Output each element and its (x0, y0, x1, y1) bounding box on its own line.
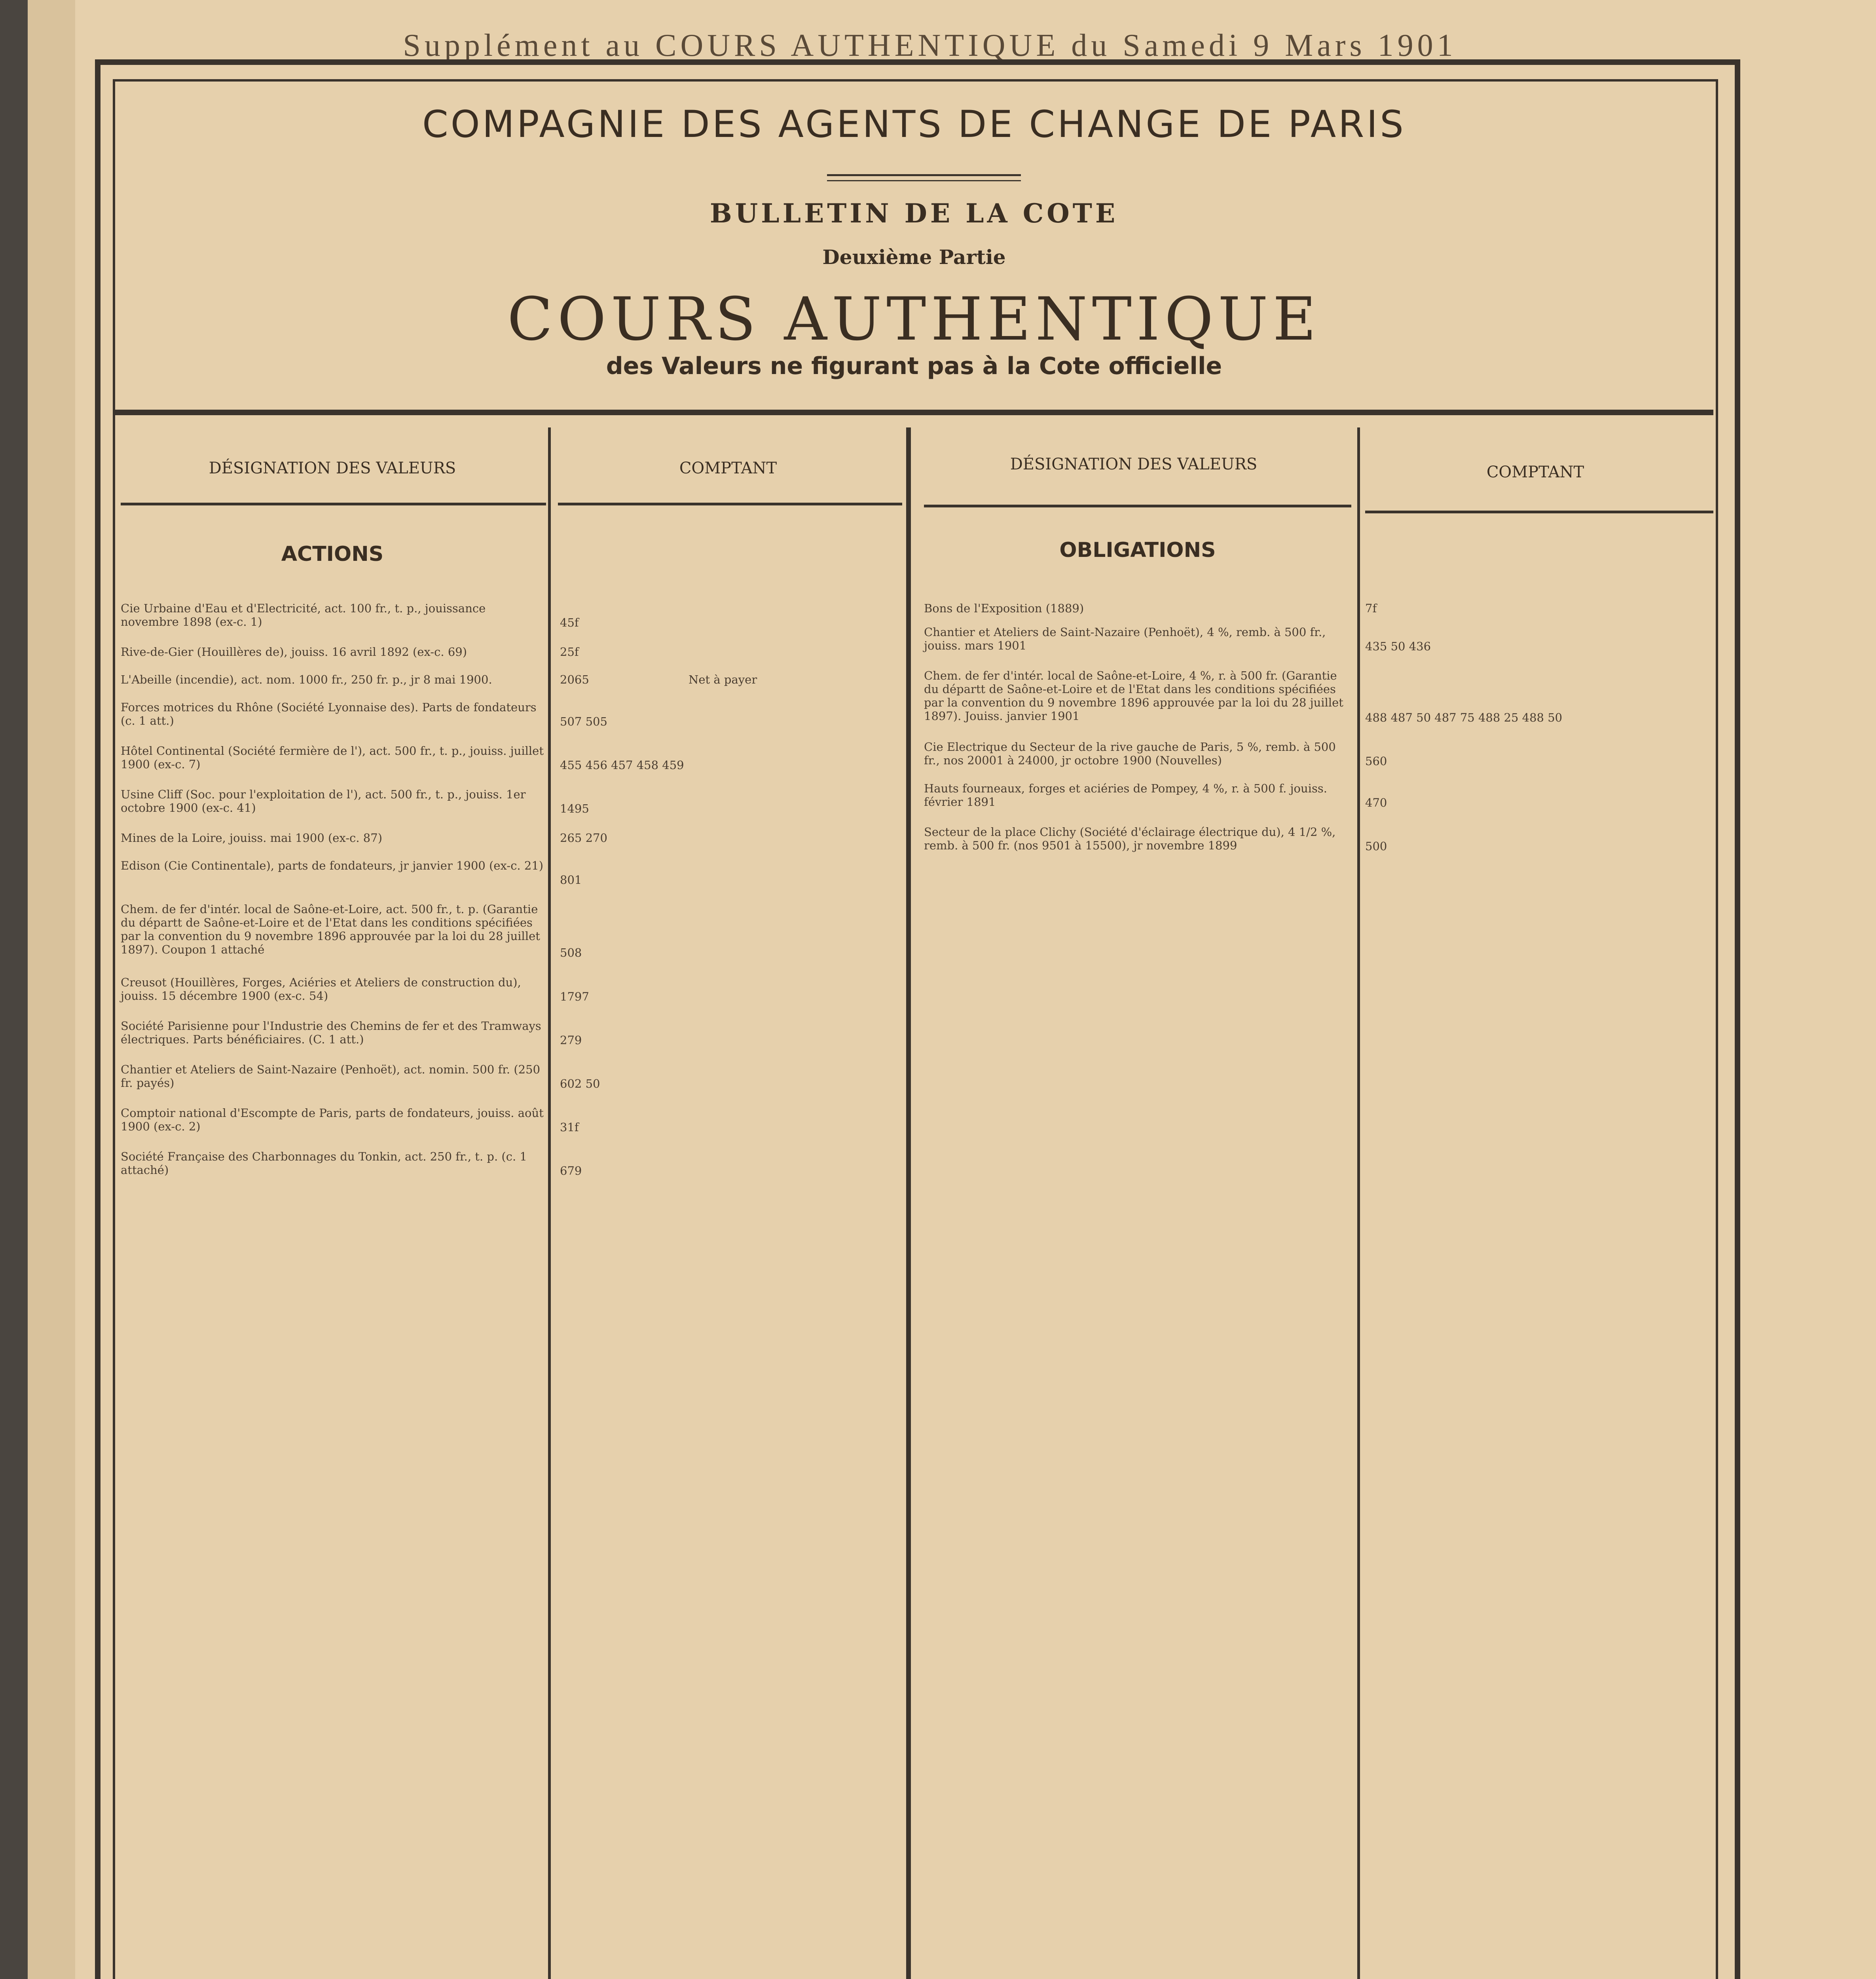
page-title: COURS AUTHENTIQUE (507, 285, 1321, 354)
title-rule (827, 174, 1021, 181)
supplement-line: Supplément au COURS AUTHENTIQUE du Samedi 9 Mars 1901 (403, 28, 1457, 63)
comptant-header-right: COMPTANT (1486, 463, 1584, 481)
list-item: Comptoir national d'Escompte de Paris, parts de fondateurs, jouiss. août 1900 (ex-c. 2) (121, 1106, 544, 1133)
list-item: Secteur de la place Clichy (Société d'éclairage électrique du), 4 1/2 %, remb. à 500 fr. (nos 9501 à 15500), jr novembre 1899 (924, 825, 1336, 852)
book-binding (0, 0, 28, 1979)
price-value: 679 (560, 1164, 582, 1178)
price-value: 279 (560, 1033, 582, 1047)
price-value: 507 505 (560, 715, 607, 728)
header-divider (115, 410, 1713, 415)
list-item: Chantier et Ateliers de Saint-Nazaire (Penhoët), act. nomin. 500 fr. (250 fr. payés) (121, 1063, 541, 1090)
list-item: Edison (Cie Continentale), parts de fondateurs, jr janvier 1900 (ex-c. 21) (121, 859, 544, 872)
price-value: 560 (1365, 754, 1387, 768)
price-value: 2065 (560, 673, 589, 686)
list-item: Hauts fourneaux, forges et aciéries de Pompey, 4 %, r. à 500 f. jouiss. février 1891 (924, 782, 1327, 809)
page-gutter (28, 0, 75, 1979)
price-value: 1797 (560, 990, 589, 1003)
list-item: Chantier et Ateliers de Saint-Nazaire (Penhoët), 4 %, remb. à 500 fr., jouiss. mars 1901 (924, 625, 1326, 652)
list-item: Bons de l'Exposition (1889) (924, 602, 1084, 615)
price-value: 455 456 457 458 459 (560, 758, 684, 772)
designation-header-right: DÉSIGNATION DES VALEURS (1010, 455, 1258, 473)
list-item: L'Abeille (incendie), act. nom. 1000 fr., 250 fr. p., jr 8 mai 1900. (121, 673, 492, 686)
price-value: 602 50 (560, 1077, 600, 1090)
designation-header-left: DÉSIGNATION DES VALEURS (209, 459, 456, 477)
page-subtitle: des Valeurs ne figurant pas à la Cote officielle (606, 352, 1222, 380)
list-item: Hôtel Continental (Société fermière de l'), act. 500 fr., t. p., jouiss. juillet 1900 (ex-c. 7) (121, 744, 544, 771)
list-item: Creusot (Houillères, Forges, Aciéries et Ateliers de construction du), jouiss. 15 décembre 1900 (ex-c. 54) (121, 976, 521, 1003)
company-name: COMPAGNIE DES AGENTS DE CHANGE DE PARIS (422, 103, 1406, 146)
list-item: Usine Cliff (Soc. pour l'exploitation de l'), act. 500 fr., t. p., jouiss. 1er octobre 1900 (ex-c. 41) (121, 788, 526, 815)
header-underline (924, 505, 1351, 507)
price-value: 7f (1365, 602, 1377, 615)
price-value: 45f (560, 616, 579, 629)
column-divider (1357, 427, 1360, 1979)
part-label: Deuxième Partie (822, 245, 1006, 269)
price-value: 25f (560, 645, 579, 659)
list-item: Société Française des Charbonnages du Tonkin, act. 250 fr., t. p. (c. 1 attaché) (121, 1150, 527, 1177)
price-value: 500 (1365, 839, 1387, 853)
price-value: 488 487 50 487 75 488 25 488 50 (1365, 711, 1563, 724)
bulletin-title: BULLETIN DE LA COTE (709, 198, 1119, 229)
list-item: Société Parisienne pour l'Industrie des Chemins de fer et des Tramways électriques. Parts bénéficiaires. (C. 1 att.) (121, 1019, 541, 1046)
list-item: Mines de la Loire, jouiss. mai 1900 (ex-c. 87) (121, 831, 383, 845)
actions-heading: ACTIONS (281, 542, 384, 566)
header-underline (121, 503, 546, 505)
header-underline (1365, 511, 1713, 513)
column-divider (548, 427, 551, 1979)
price-value: 31f (560, 1121, 579, 1134)
price-value: 801 (560, 873, 582, 887)
comptant-header-left: COMPTANT (679, 459, 777, 477)
price-value: 508 (560, 946, 582, 959)
price-value: 265 270 (560, 831, 607, 845)
net-a-payer-note: Net à payer (689, 673, 757, 686)
list-item: Rive-de-Gier (Houillères de), jouiss. 16 avril 1892 (ex-c. 69) (121, 645, 467, 659)
column-divider (906, 427, 911, 1979)
list-item: Forces motrices du Rhône (Société Lyonnaise des). Parts de fondateurs (c. 1 att.) (121, 701, 537, 727)
price-value: 470 (1365, 796, 1387, 809)
list-item: Chem. de fer d'intér. local de Saône-et-Loire, 4 %, r. à 500 fr. (Garantie du départt de Saône-et-Loire et de l'Etat dans les conditions spécifiées par la convention du 9 novembre 1896 approuvée par la loi du 28 juillet 1897). Jouiss. janvier 1901 (924, 669, 1343, 723)
list-item: Cie Urbaine d'Eau et d'Electricité, act. 100 fr., t. p., jouissance novembre 1898 (ex-c. 1) (121, 602, 486, 629)
obligations-heading: OBLIGATIONS (1059, 538, 1216, 562)
list-item: Cie Electrique du Secteur de la rive gauche de Paris, 5 %, remb. à 500 fr., nos 20001 à 24000, jr octobre 1900 (Nouvelles) (924, 740, 1336, 767)
price-value: 1495 (560, 802, 589, 815)
price-value: 435 50 436 (1365, 640, 1431, 653)
list-item: Chem. de fer d'intér. local de Saône-et-Loire, act. 500 fr., t. p. (Garantie du départt de Saône-et-Loire et de l'Etat dans les conditions spécifiées par la convention du 9 novembre 1896 approuvée par la loi du 28 juillet 1897). Coupon 1 attaché (121, 902, 540, 956)
header-underline (558, 503, 902, 505)
